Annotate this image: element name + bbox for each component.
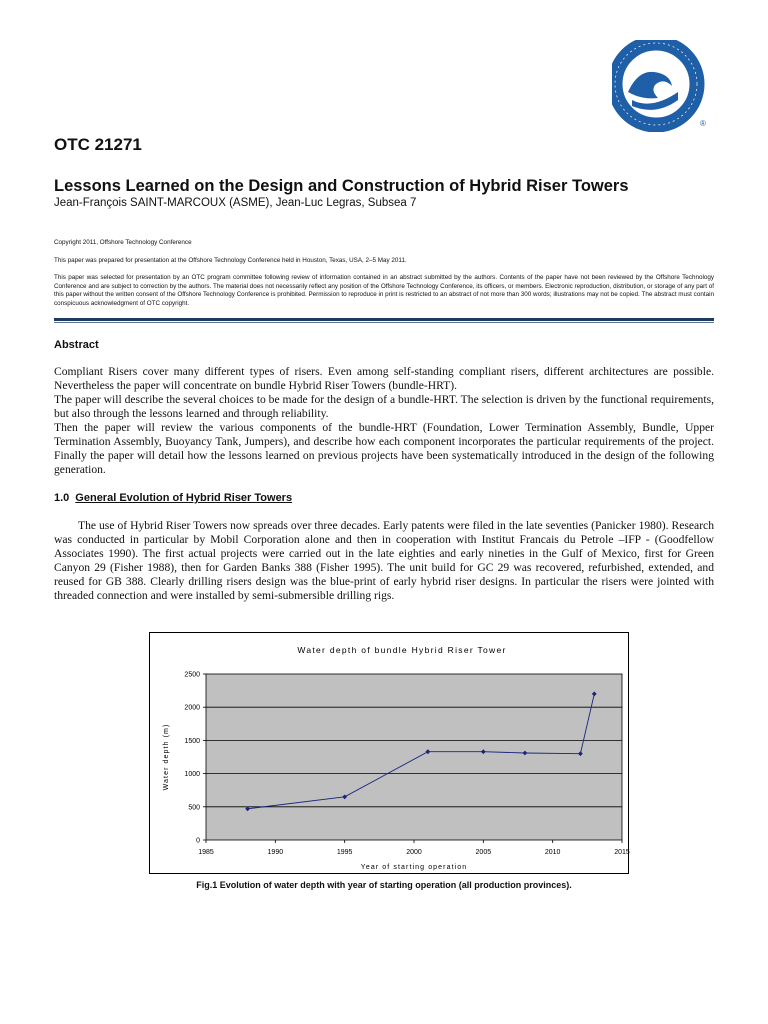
y-tick-label: 2000 xyxy=(184,704,200,712)
x-tick-label: 2000 xyxy=(406,849,422,856)
registered-mark: ® xyxy=(700,119,706,128)
copyright-notice: This paper was selected for presentation by an OTC program committee following review of information contained in an abstract submitted by the authors. Contents of the paper have not been reviewed by the Offshore Technology Conference and are subject to correction by the authors. The material does not necessarily reflect any position of the Offshore Technology Conference, its officers, or members. Electronic reproduction, distribution, or storage of any part of this paper without the written consent of the Offshore Technology Conference is prohibited. Permission to reproduce in print is restricted to an abstract of not more than 300 words; illustrations may not be copied. The abstract must contain conspicuous acknowledgment of OTC copyright. xyxy=(54,274,714,307)
section-body xyxy=(54,519,714,603)
y-tick-label: 1000 xyxy=(184,771,200,779)
section-title: General Evolution of Hybrid Riser Towers xyxy=(75,492,293,504)
abstract-paragraph: Compliant Risers cover many different types of risers. Even among self-standing compliant risers, different architectures are possible. Nevertheless the paper will concentrate on bundle Hybrid Riser Towers (bundle-HRT). xyxy=(54,365,714,392)
copyright-line: Copyright 2011, Offshore Technology Conference xyxy=(54,239,192,246)
header-divider xyxy=(54,318,714,321)
abstract-paragraph: Then the paper will review the various components of the bundle-HRT (Foundation, Lower Termination Assembly, Bundle, Upper Termination Assembly, Buoyancy Tank, Jumpers), and describe how each component incorporates the particular requirements of the project. Finally the paper will detail how the lessons learned on previous projects have been systematically introduced in the design of the following generation. xyxy=(54,421,714,476)
x-tick-label: 1990 xyxy=(267,849,284,856)
author-line: Jean-François SAINT-MARCOUX (ASME), Jean-Luc Legras, Subsea 7 xyxy=(54,197,417,209)
section-heading xyxy=(54,492,292,504)
section-number: 1.0 xyxy=(54,492,70,504)
offshore-technology-conference-logo-icon xyxy=(612,40,714,132)
header-divider-thin xyxy=(54,322,714,323)
section-paragraph: The use of Hybrid Riser Towers now spreads over three decades. Early patents were filed in the late seventies (Panicker 1980). Research was conducted in particular by Mobil Corporation alone and then in cooperation with Institut Francais du Petrole –IFP - (Goodfellow Associates 1990). The first actual projects were carried out in the late eighties and early nineties in the Gulf of Mexico, first for Green Canyon 29 (Fisher 1988), then for Garden Banks 388 (Fisher 1995). The unit build for GC 29 was recovered, refurbished, extended, and reused for GB 388. Clearly drilling risers design was the blue-print of early hybrid riser designs. In particular the risers were jointed with threaded connection and were installed by semi-submersible drilling rigs. xyxy=(54,519,714,602)
x-axis-label: Year of starting operation xyxy=(360,864,468,871)
paper-number: OTC 21271 xyxy=(54,135,142,154)
paper-title: Lessons Learned on the Design and Construction of Hybrid Riser Towers xyxy=(54,177,629,195)
y-tick-label: 1500 xyxy=(184,737,200,745)
y-tick-label: 2500 xyxy=(184,671,200,679)
x-tick-label: 2005 xyxy=(475,849,492,856)
figure-caption: Fig.1 Evolution of water depth with year of starting operation (all production provinces). xyxy=(196,880,572,890)
x-tick-label: 2010 xyxy=(544,849,561,856)
abstract-heading: Abstract xyxy=(54,339,99,351)
x-tick-label: 1985 xyxy=(198,849,214,856)
x-tick-label: 2015 xyxy=(614,849,630,856)
presentation-note: This paper was prepared for presentation at the Offshore Technology Conference held in Houston, Texas, USA, 2–5 May 2011. xyxy=(54,257,407,264)
x-tick-label: 1995 xyxy=(336,849,353,856)
y-tick-label: 500 xyxy=(188,804,200,812)
figure-1 xyxy=(149,632,629,874)
abstract-paragraph: The paper will describe the several choices to be made for the design of a bundle-HRT. The selection is driven by the functional requirements, but also through the lessons learned and through reliability. xyxy=(54,393,714,420)
chart-title: Water depth of bundle Hybrid Riser Tower xyxy=(297,645,507,655)
abstract-body xyxy=(54,365,714,477)
water-depth-chart xyxy=(150,633,630,875)
y-tick-label: 0 xyxy=(196,837,200,845)
y-axis-label: Water depth (m) xyxy=(163,723,170,791)
plot-area xyxy=(206,674,622,840)
